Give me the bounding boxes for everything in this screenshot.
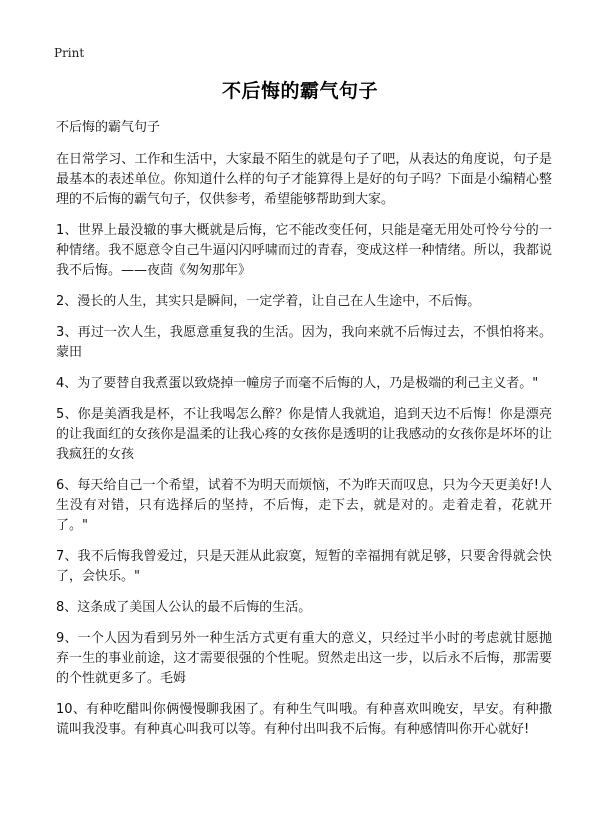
page-title: 不后悔的霸气句子	[221, 80, 378, 102]
quote-paragraph-1: 1、世界上最没辙的事大概就是后悔，它不能改变任何，只能是毫无用处可怜兮兮的一种情绪。我不愿意令自己牛逼闪闪呼啸而过的青春，变成这样一种情绪。所以，我都说我不后悔。——夜茴《匆匆那年》	[56, 223, 552, 278]
quote-paragraph-3: 3、再过一次人生，我愿意重复我的生活。因为，我向来就不后悔过去，不惧怕将来。蒙田	[56, 325, 552, 360]
quote-paragraph-6: 6、每天给自己一个希望，试着不为明天而烦恼，不为昨天而叹息，只为今天更美好!人生没有对错，只有选择后的坚持，不后悔，走下去，就是对的。走着走着，花就开了。"	[56, 478, 552, 533]
quote-paragraph-9: 9、一个人因为看到另外一种生活方式更有重大的意义，只经过半小时的考虑就甘愿抛弃一生的事业前途，这才需要很强的个性呢。贸然走出这一步，以后永不后悔，那需要的个性就更多了。毛姆	[56, 631, 552, 686]
intro-paragraph: 在日常学习、工作和生活中，大家最不陌生的就是句子了吧，从表达的角度说，句子是最基本的表述单位。你知道什么样的句子才能算得上是好的句子吗？下面是小编精心整理的不后悔的霸气句子，仅供参考，希望能够帮助到大家。	[56, 152, 552, 207]
quote-paragraph-4: 4、为了要替自我煮蛋以致烧掉一幢房子而毫不后悔的人，乃是极端的利己主义者。"	[56, 376, 539, 391]
print-link[interactable]: Print	[54, 46, 85, 60]
article-body	[56, 118, 552, 751]
quote-paragraph-2: 2、漫长的人生，其实只是瞬间，一定学着，让自己在人生途中，不后悔。	[56, 294, 481, 309]
article-subtitle: 不后悔的霸气句子	[56, 120, 161, 135]
quote-paragraph-10: 10、有种吃醋叫你俩慢慢聊我困了。有种生气叫哦。有种喜欢叫晚安，早安。有种撒谎叫我没事。有种真心叫我可以等。有种付出叫我不后悔。有种感情叫你开心就好!	[56, 702, 552, 737]
quote-paragraph-7: 7、我不后悔我曾爱过，只是天涯从此寂寞，短暂的幸福拥有就足够，只要舍得就会快了，会快乐。"	[56, 549, 552, 584]
quote-paragraph-8: 8、这条成了美国人公认的最不后悔的生活。	[56, 600, 312, 615]
quote-paragraph-5: 5、你是美酒我是杯，不让我喝怎么醉？你是情人我就追，追到天边不后悔！你是漂亮的让我面红的女孩你是温柔的让我心疼的女孩你是透明的让我感动的女孩你是坏坏的让我疯狂的女孩	[56, 407, 552, 462]
